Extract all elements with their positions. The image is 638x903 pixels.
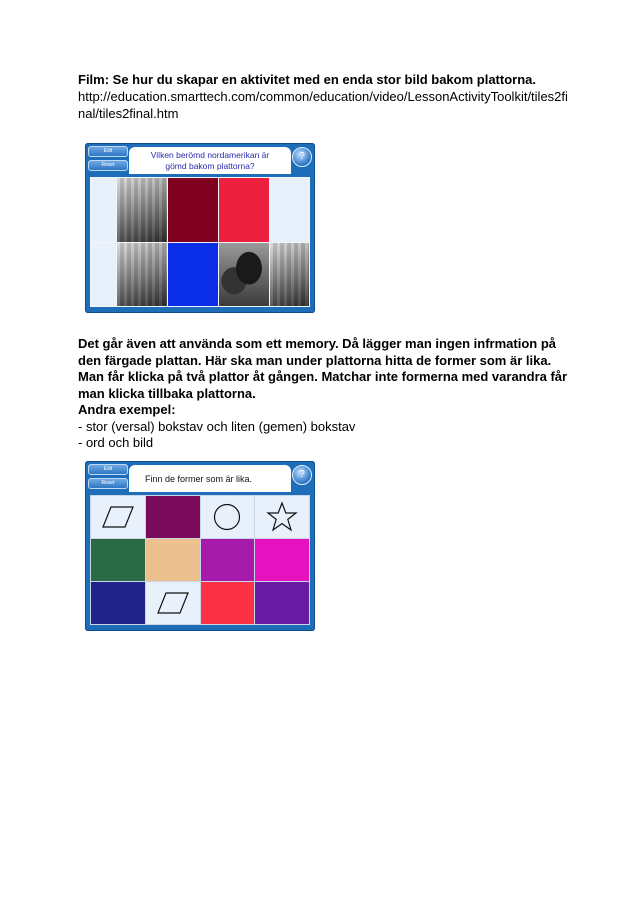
reset-button[interactable]: Reset — [88, 160, 128, 171]
paragraph-line: den färgade plattan. Här ska man under plattorna hitta de former som är lika. — [78, 352, 552, 368]
memory-tile-revealed[interactable] — [255, 496, 309, 538]
memory-grid — [90, 495, 310, 625]
tile-red[interactable] — [219, 178, 269, 242]
circle-icon — [201, 496, 255, 538]
video-link[interactable]: http://education.smarttech.com/common/education/video/LessonActivityToolkit/tiles2final/tiles2final.htm — [78, 89, 568, 121]
memory-tile-covered[interactable] — [255, 582, 309, 624]
paragraph-line: Det går även att använda som ett memory. Då lägger man ingen infrmation på — [78, 336, 556, 351]
memory-tile-covered[interactable] — [201, 539, 255, 581]
memory-tile-covered[interactable] — [146, 496, 200, 538]
memory-tile-revealed[interactable] — [146, 582, 200, 624]
examples-heading: Andra exempel: — [78, 402, 176, 417]
tile-blank[interactable] — [270, 178, 309, 242]
help-icon[interactable]: ? — [292, 147, 312, 167]
memory-tile-revealed[interactable] — [201, 496, 255, 538]
question-line-1: Vilken berömd nordamerikan är — [150, 149, 270, 160]
tile-activity-image — [85, 143, 315, 313]
example-item: - ord och bild — [78, 435, 154, 450]
side-buttons — [88, 464, 128, 489]
parallelogram-icon — [146, 582, 200, 624]
memory-tile-covered[interactable] — [91, 539, 145, 581]
star-icon — [255, 496, 309, 538]
tile-activity-memory — [85, 461, 315, 631]
memory-tile-covered[interactable] — [201, 582, 255, 624]
parallelogram-icon — [91, 496, 145, 538]
tile-photo[interactable] — [117, 178, 167, 242]
tile-grid — [90, 177, 310, 307]
memory-tile-revealed[interactable] — [91, 496, 145, 538]
tile-blue[interactable] — [168, 243, 218, 307]
question-box — [129, 147, 291, 174]
tile-photo[interactable] — [270, 243, 309, 307]
reset-button[interactable]: Reset — [88, 478, 128, 489]
example-item: - stor (versal) bokstav och liten (gemen) bokstav — [78, 418, 356, 434]
tile-blank[interactable] — [91, 178, 116, 242]
help-icon[interactable]: ? — [292, 465, 312, 485]
tile-dark-red[interactable] — [168, 178, 218, 242]
memory-tile-covered[interactable] — [91, 582, 145, 624]
question-box — [129, 465, 291, 492]
side-buttons — [88, 146, 128, 171]
tile-photo[interactable] — [219, 243, 269, 307]
memory-tile-covered[interactable] — [146, 539, 200, 581]
tile-blank[interactable] — [91, 243, 116, 307]
question-line-2: gömd bakom plattorna? — [165, 160, 255, 171]
tile-photo[interactable] — [117, 243, 167, 307]
instruction-text — [78, 336, 568, 452]
paragraph-line: man klicka tillbaka plattorna. — [78, 385, 256, 401]
heading: Film: Se hur du skapar en aktivitet med en enda stor bild bakom plattorna. — [78, 72, 536, 87]
question-text: Finn de former som är lika. — [145, 473, 253, 484]
edit-button[interactable]: Edit — [88, 146, 128, 157]
paragraph-line: Man får klicka på två plattor åt gången. Matchar inte formerna med varandra får — [78, 369, 568, 384]
memory-tile-covered[interactable] — [255, 539, 309, 581]
edit-button[interactable]: Edit — [88, 464, 128, 475]
